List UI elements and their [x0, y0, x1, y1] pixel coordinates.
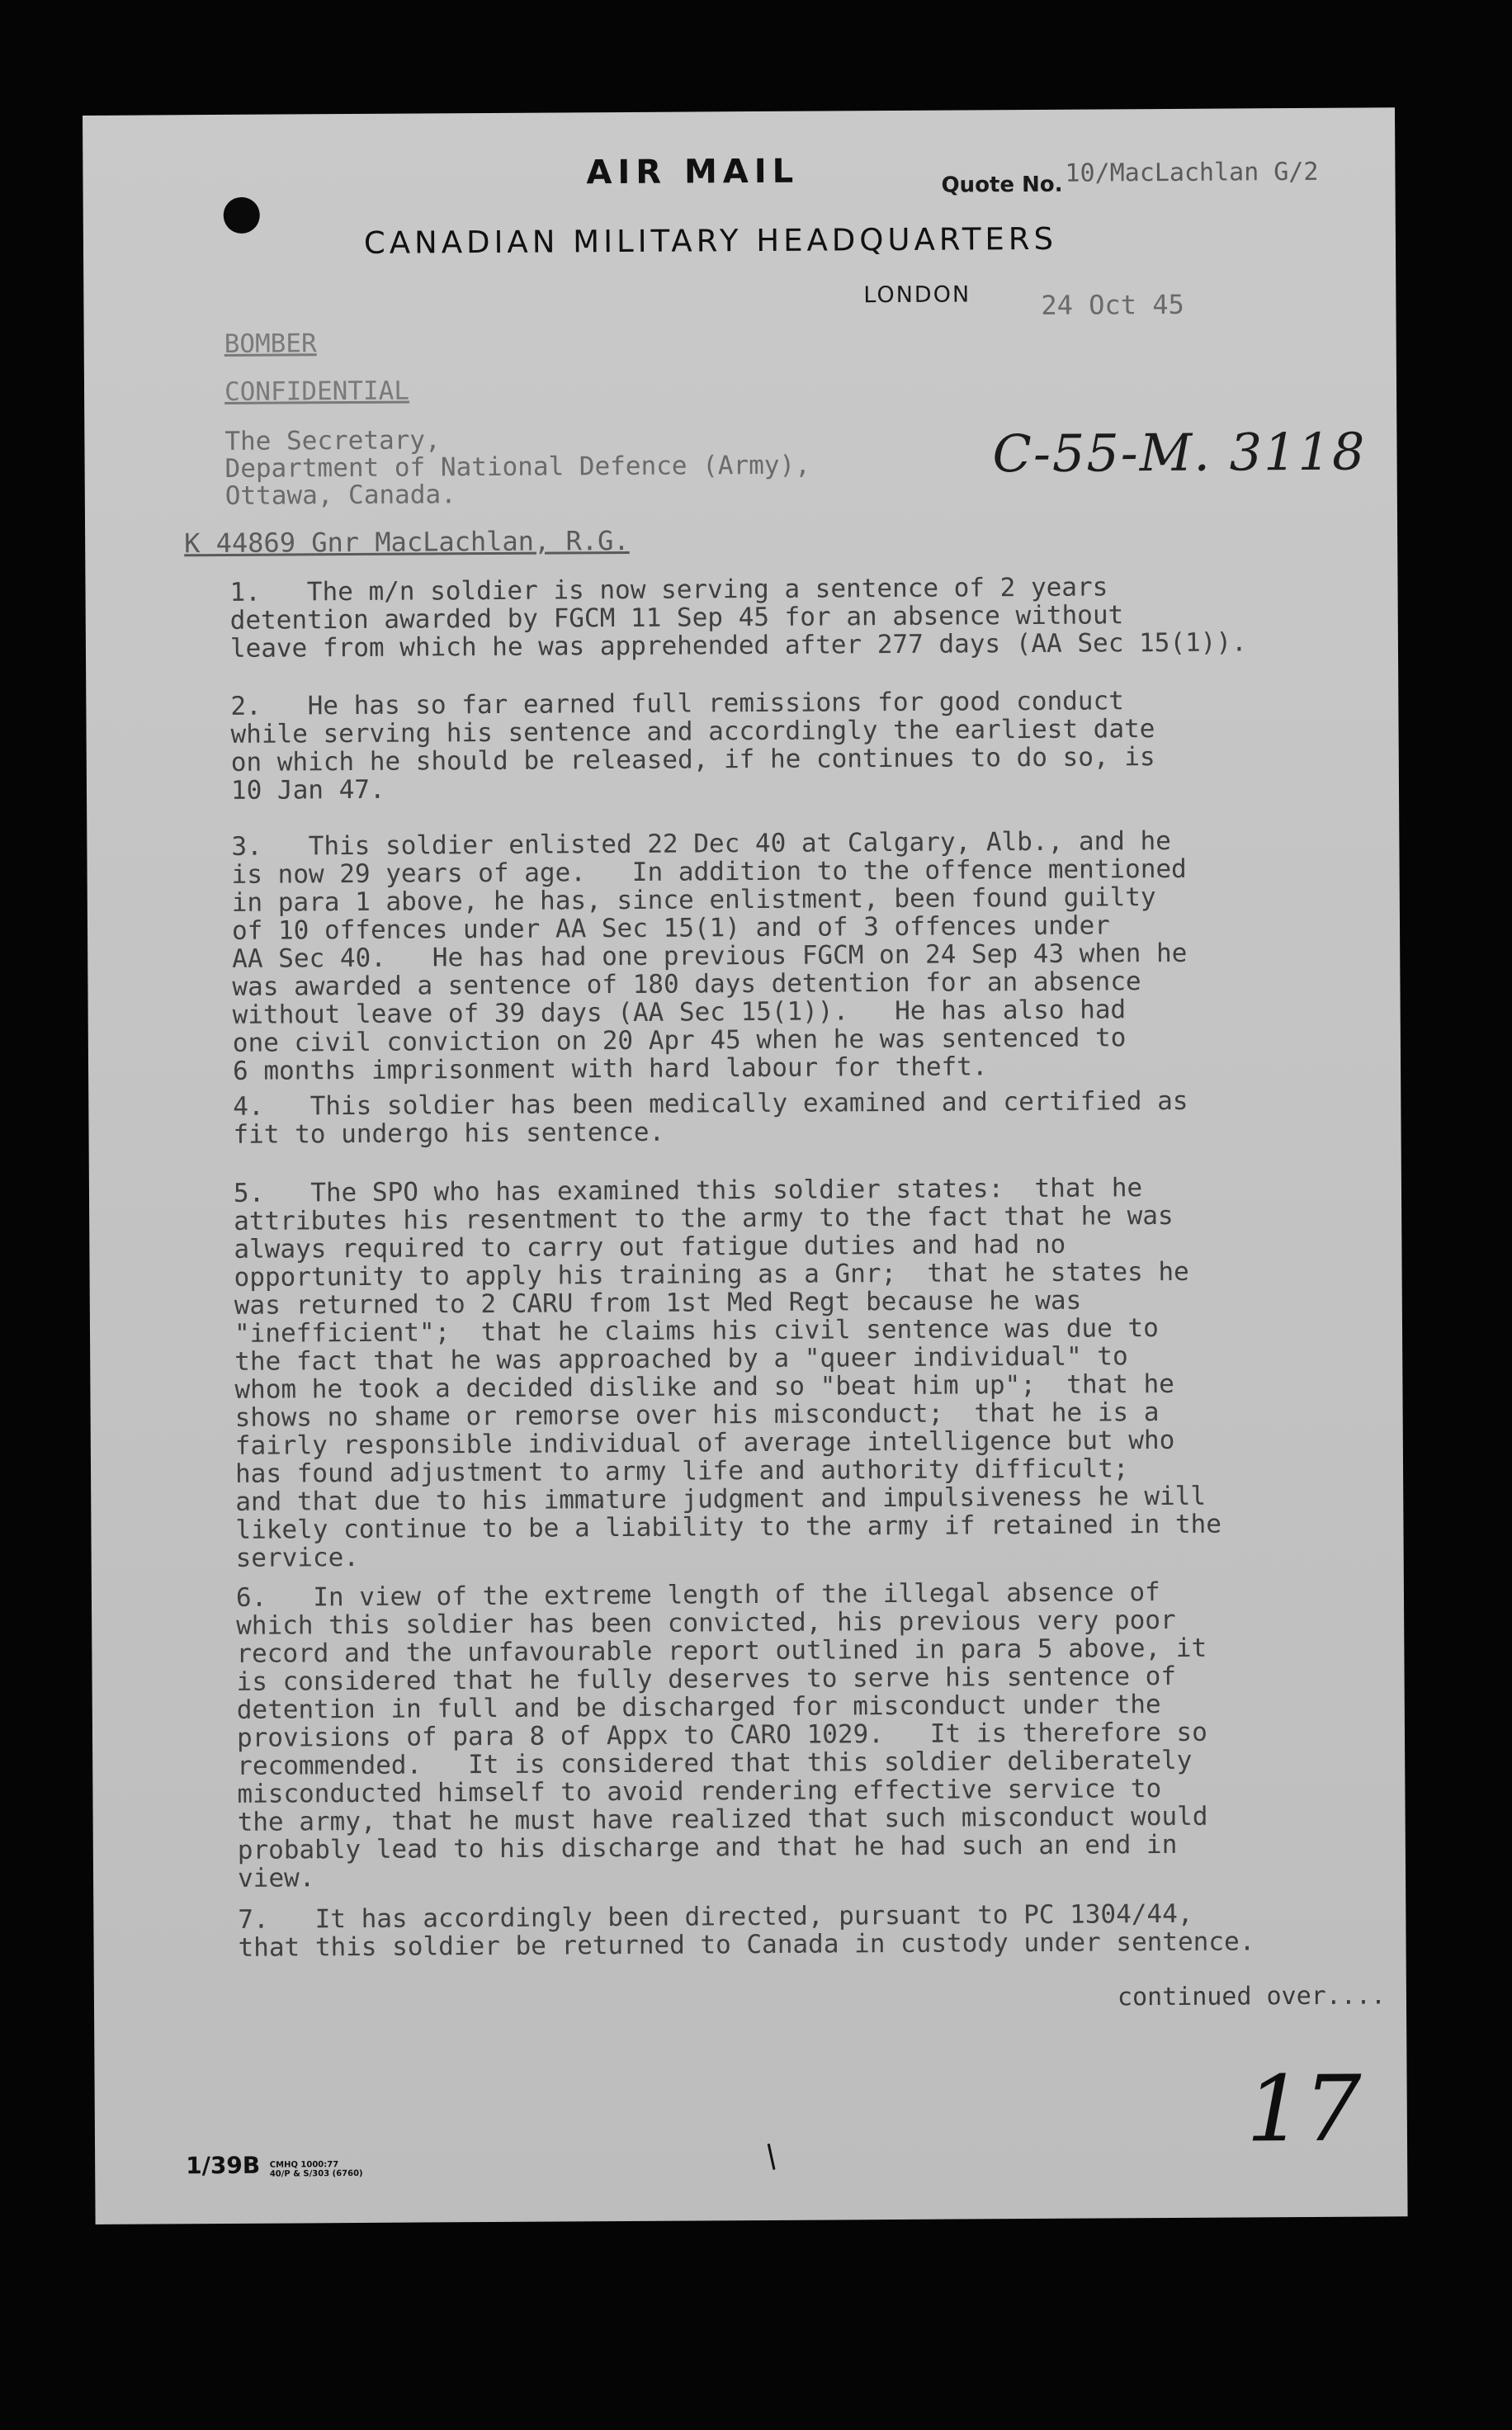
paragraph-2: 2. He has so far earned full remissions for good conduct while serving his sentence and accordingly the earliest date on which he should be released, if he continues to do so, is 10 Jan 47. — [230, 686, 1155, 806]
continued-note: continued over.... — [1117, 1981, 1387, 2012]
addressee-line: Department of National Defence (Army), — [224, 450, 810, 484]
handwritten-page-number: 17 — [1245, 2055, 1363, 2163]
air-mail-heading: AIR MAIL — [586, 152, 800, 192]
letterhead-location: LONDON — [863, 281, 971, 309]
letter-date: 24 Oct 45 — [1041, 288, 1184, 321]
document-page — [83, 107, 1408, 2224]
form-number: 1/39B — [186, 2151, 261, 2180]
addressee-line: The Secretary, — [224, 425, 441, 456]
punch-hole — [224, 197, 260, 234]
quote-number: 10/MacLachlan G/2 — [1065, 157, 1319, 188]
paragraph-3: 3. This soldier enlisted 22 Dec 40 at Calgary, Alb., and he is now 29 years of age. In addition to the offence mentioned in para 1 above, he has, since enlistment, been found guilty of 10 offences under AA Sec 15(1) and of 3 offences under AA Sec 40. He has had one previous FGCM on 24 Sep 43 when he was awarded a sentence of 180 days detention for an absence without leave of 39 days (AA Sec 15(1)). He has also had one civil conviction on 20 Apr 45 when he was sentenced to 6 months imprisonment with hard labour for theft. — [231, 825, 1188, 1086]
quote-label: Quote No. — [941, 172, 1063, 198]
print-reference — [270, 2159, 363, 2178]
paragraph-5: 5. The SPO who has examined this soldier states: that he attributes his resentment to the army to the fact that he was always required to carry out fatigue duties and had no opportunity to apply his training as a Gnr; that he states he was returned to 2 CARU from 1st Med Regt because he was "inefficient"; that he claims his civil sentence was due to the fact that he was approached by a "queer individual" to whom he took a decided dislike and so "beat him up"; that he shows no shame or remorse over his misconduct; that he is a fairly responsible individual of average intelligence but who has found adjustment to army life and authority difficult; and that due to his immature judgment and impulsiveness he will likely continue to be a liability to the army if retained in the service. — [233, 1173, 1222, 1573]
paragraph-7: 7. It has accordingly been directed, pursuant to PC 1304/44, that this soldier be returned to Canada in custody under sentence. — [238, 1898, 1255, 1963]
letterhead: CANADIAN MILITARY HEADQUARTERS — [363, 220, 1058, 261]
classification-confidential: CONFIDENTIAL — [224, 376, 410, 407]
paragraph-1: 1. The m/n soldier is now serving a sentence of 2 years detention awarded by FGCM 11 Sep 45 for an absence without leave from which he was apprehended after 277 days (AA Sec 15(1)). — [229, 572, 1247, 664]
print-reference-line: 40/P & S/303 (6760) — [269, 2168, 363, 2179]
form-reference — [186, 2151, 363, 2179]
paragraph-4: 4. This soldier has been medically examined and certified as fit to undergo his sentence. — [233, 1085, 1188, 1150]
print-reference-line: CMHQ 1000:77 — [269, 2159, 339, 2170]
addressee-line: Ottawa, Canada. — [224, 480, 456, 511]
handwritten-file-number: C-55-M. 3118 — [992, 421, 1367, 485]
subject-line: K 44869 Gnr MacLachlan, R.G. — [184, 524, 630, 560]
classification-bomber: BOMBER — [224, 329, 317, 359]
pen-mark — [768, 2144, 776, 2170]
addressee-block — [224, 425, 810, 510]
paragraph-6: 6. In view of the extreme length of the illegal absence of which this soldier has been convicted, his previous very poor record and the unfavourable report outlined in para 5 above, it is considered that he fully deserves to serve his sentence of detention in full and be discharged for misconduct under the provisions of para 8 of Appx to CARO 1029. It is therefore so recommended. It is considered that this soldier deliberately misconducted himself to avoid rendering effective service to the army, that he must have realized that such misconduct would probably lead to his discharge and that he had such an end in view. — [235, 1577, 1208, 1893]
